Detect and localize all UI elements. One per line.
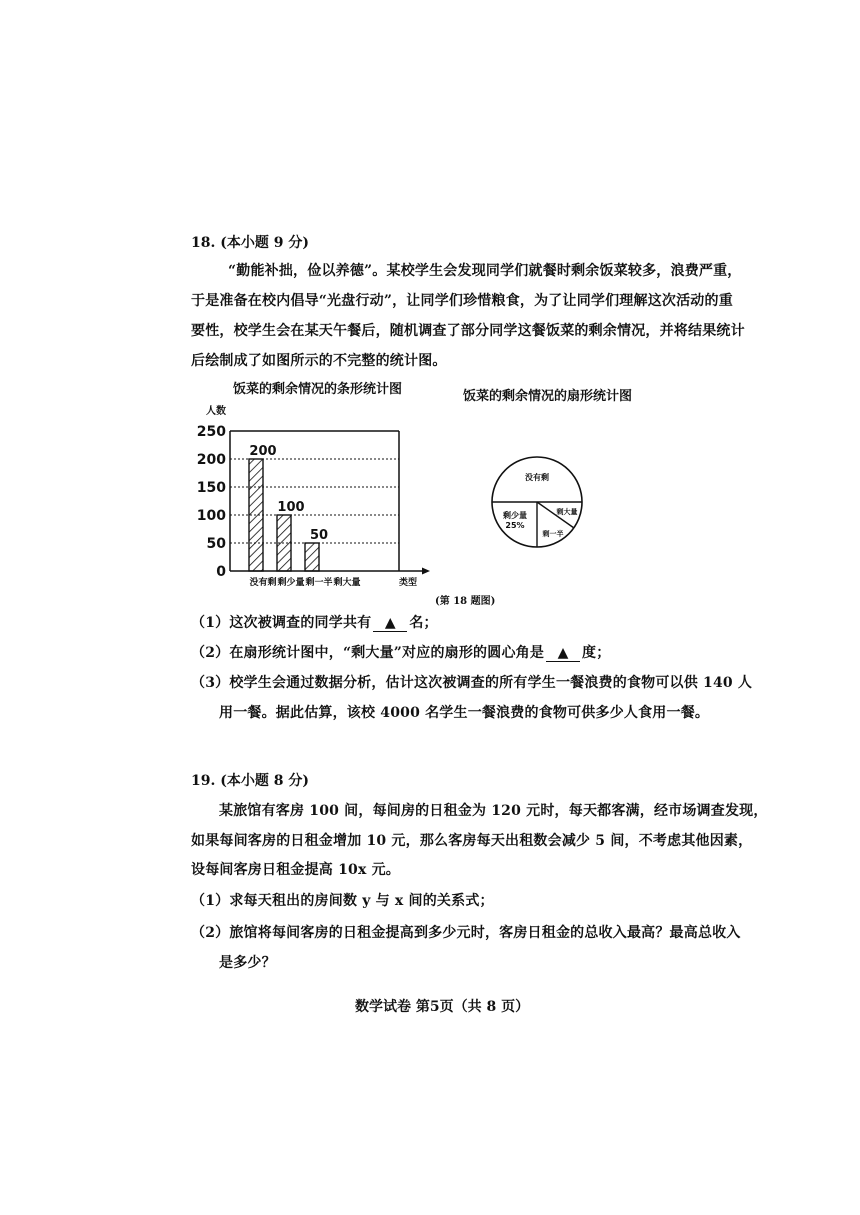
data-label-剩一半: 50 [309, 528, 329, 543]
y-tick-label-200: 200 [196, 452, 226, 468]
q19-header: 19. (本小题 8 分) [191, 773, 309, 789]
q18-sub3-line-2: 用一餐。据此估算，该校 4000 名学生一餐浪费的食物可供多少人食用一餐。 [219, 705, 710, 721]
q18-sub2 [191, 642, 610, 662]
q18-paragraph-line-3: 要性，校学生会在某天午餐后，随机调查了部分同学这餐饭菜的剩余情况，并将结果统计 [191, 323, 745, 339]
pie-label-little: 剩少量 [503, 511, 527, 520]
q18-sub1-suffix: 名； [409, 615, 438, 631]
bar-chart [196, 398, 446, 593]
y-tick-label-50: 50 [206, 536, 226, 552]
y-tick-label-250: 250 [196, 424, 226, 440]
q18-sub1 [191, 612, 438, 632]
q18-sub2-suffix: 度； [582, 645, 611, 661]
page-footer: 数学试卷 第5页（共 8 页） [355, 999, 530, 1015]
x-tick-label-剩少量: 剩少量 [277, 578, 305, 588]
q19-paragraph-line-2: 如果每间客房的日租金增加 10 元，那么客房每天出租数会减少 5 间，不考虑其他因素， [191, 833, 753, 849]
pie-chart-title: 饭菜的剩余情况的扇形统计图 [463, 389, 633, 404]
x-tick-label-剩一半: 剩一半 [305, 578, 333, 588]
q18-sub3-line-1: （3）校学生会通过数据分析，估计这次被调查的所有学生一餐浪费的食物可以供 140 人 [191, 675, 753, 691]
bar-剩少量 [277, 515, 291, 571]
q19-paragraph-line-1: 某旅馆有客房 100 间，每间房的日租金为 120 元时，每天都客满，经市场调查发现， [219, 803, 768, 819]
y-tick-label-150: 150 [196, 480, 226, 496]
q18-paragraph-line-1: “勤能补拙，俭以养德”。某校学生会发现同学们就餐时剩余饭菜较多，浪费严重， [228, 263, 742, 279]
q18-paragraph-line-2: 于是准备在校内倡导“光盘行动”，让同学们珍惜粮食，为了让同学们理解这次活动的重 [191, 293, 733, 309]
y-axis-label: 人数 [206, 406, 226, 417]
data-label-没有剩: 200 [249, 444, 277, 459]
pie-label-large: 剩大量 [556, 508, 578, 516]
q18-sub1-text: （1）这次被调查的同学共有 [191, 615, 372, 631]
q19-sub2-line-2: 是多少？ [219, 955, 276, 971]
x-axis-label: 类型 [399, 578, 418, 588]
data-label-剩少量: 100 [277, 500, 305, 515]
y-tick-label-100: 100 [196, 508, 226, 524]
bar-剩一半 [305, 543, 319, 571]
bar-没有剩 [249, 459, 263, 571]
q19-sub1: （1）求每天租出的房间数 y 与 x 间的关系式； [191, 893, 494, 909]
pie-label-none-left: 没有剩 [525, 473, 549, 482]
pie-chart [484, 454, 590, 550]
x-axis-arrow-icon [422, 568, 430, 575]
x-tick-label-剩大量: 剩大量 [333, 578, 361, 588]
q18-paragraph-line-4: 后绘制成了如图所示的不完整的统计图。 [191, 353, 447, 369]
bar-chart-title: 饭菜的剩余情况的条形统计图 [233, 382, 403, 397]
q19-sub2-line-1: （2）旅馆将每间客房的日租金提高到多少元时，客房日租金的总收入最高？最高总收入 [191, 925, 741, 941]
q18-sub1-blank: ▲ [373, 615, 407, 632]
y-tick-label-0: 0 [216, 564, 226, 580]
pie-label-half: 剩一半 [542, 530, 564, 538]
q18-header: 18. (本小题 9 分) [191, 235, 309, 251]
pie-label-little-percent: 25% [505, 521, 525, 530]
figure-caption: (第 18 题图) [435, 596, 496, 607]
q18-sub2-blank: ▲ [546, 645, 580, 662]
x-tick-label-没有剩: 没有剩 [249, 578, 277, 588]
q19-paragraph-line-3: 设每间客房日租金提高 10x 元。 [191, 862, 400, 878]
q18-sub2-text: （2）在扇形统计图中，“剩大量”对应的扇形的圆心角是 [191, 645, 545, 661]
